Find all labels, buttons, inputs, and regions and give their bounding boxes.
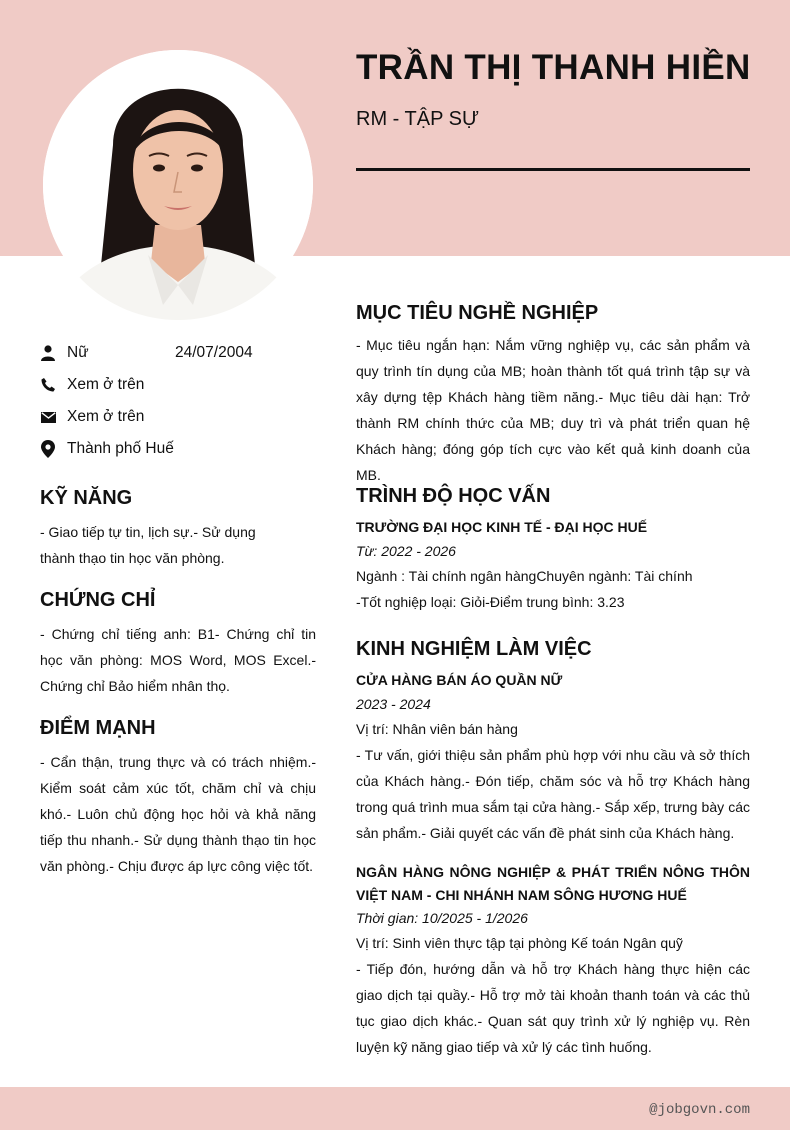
job-position: Vị trí: Nhân viên bán hàng [356, 721, 518, 737]
education-school: TRƯỜNG ĐẠI HỌC KINH TẾ - ĐẠI HỌC HUẾ [356, 519, 648, 535]
user-icon [40, 344, 56, 362]
dob-text: 24/07/2004 [175, 344, 253, 361]
profile-photo [43, 50, 313, 320]
mail-icon [40, 408, 56, 426]
skills-heading: KỸ NĂNG [40, 487, 133, 509]
skills-text: - Giao tiếp tự tin, lịch sự.- Sử dụng thành thạo tin học văn phòng. [40, 524, 256, 566]
education-result: -Tốt nghiệp loại: Giỏi-Điểm trung bình: 3.23 [356, 594, 625, 610]
portrait-illustration [43, 50, 313, 320]
address-text: Thành phố Huế [67, 440, 174, 457]
objective-text: - Mục tiêu ngắn hạn: Nắm vững nghiệp vụ, các sản phẩm và quy trình tín dụng của MB; hoàn thành tốt quá trình tập sự và xây dựng tệp Khách hàng tiềm năng.- Mục tiêu dài hạn: Trở thành RM chính thức của MB; duy trì và phát triển quan hệ Khách hàng; đóng góp tích cực vào kết quả kinh doanh của MB. [356, 337, 750, 483]
job-period: 2023 - 2024 [356, 696, 431, 712]
contact-address-row [40, 437, 320, 461]
education-period: Từ: 2022 - 2026 [356, 543, 456, 559]
location-pin-icon [40, 440, 56, 458]
job-company: CỬA HÀNG BÁN ÁO QUẦN NỮ [356, 672, 563, 688]
job-period: Thời gian: 10/2025 - 1/2026 [356, 910, 528, 926]
strengths-heading: ĐIỂM MẠNH [40, 717, 156, 739]
job-position: Vị trí: Sinh viên thực tập tại phòng Kế toán Ngân quỹ [356, 935, 683, 951]
job-description: - Tư vấn, giới thiệu sản phẩm phù hợp với nhu cầu và sở thích của Khách hàng.- Đón tiếp, chăm sóc và hỗ trợ Khách hàng trong quá trình mua sắm tại cửa hàng.- Sắp xếp, trưng bày các sản phẩm.- Giải quyết các vấn đề phát sinh của Khách hàng. [356, 747, 750, 841]
job-description: - Tiếp đón, hướng dẫn và hỗ trợ Khách hàng thực hiện các giao dịch tại quầy.- Hỗ trợ mở tài khoản thanh toán và các thủ tục giao dịch khác.- Quan sát quy trình xử lý nghiệp vụ. Rèn luyện kỹ năng giao tiếp và xử lý các tình huống. [356, 961, 750, 1055]
candidate-name: TRẦN THỊ THANH HIỀN [356, 48, 751, 87]
phone-text: Xem ở trên [67, 376, 145, 393]
contact-gender-row [40, 341, 320, 365]
certificates-heading: CHỨNG CHỈ [40, 589, 156, 611]
certificates-text: - Chứng chỉ tiếng anh: B1- Chứng chỉ tin học văn phòng: MOS Word, MOS Excel.- Chứng chỉ Bảo hiểm nhân thọ. [40, 626, 316, 694]
phone-icon [40, 376, 56, 394]
experience-heading: KINH NGHIỆM LÀM VIỆC [356, 638, 592, 660]
footer-watermark: @jobgovn.com [649, 1102, 750, 1118]
contact-email-row [40, 405, 320, 429]
education-major: Ngành : Tài chính ngân hàngChuyên ngành: Tài chính [356, 568, 693, 584]
candidate-role: RM - TẬP SỰ [356, 108, 480, 130]
contact-phone-row [40, 373, 320, 397]
gender-text: Nữ [67, 344, 89, 361]
job-company: NGÂN HÀNG NÔNG NGHIỆP & PHÁT TRIỂN NÔNG THÔN VIỆT NAM - CHI NHÁNH NAM SÔNG HƯƠNG HUẾ [356, 864, 750, 903]
education-heading: TRÌNH ĐỘ HỌC VẤN [356, 485, 551, 507]
header-divider [356, 168, 750, 171]
email-text: Xem ở trên [67, 408, 145, 425]
objective-heading: MỤC TIÊU NGHỀ NGHIỆP [356, 302, 599, 324]
strengths-text: - Cẩn thận, trung thực và có trách nhiệm.- Kiểm soát cảm xúc tốt, chăm chỉ và chịu khó.- Luôn chủ động học hỏi và khả năng tiếp thu nhanh.- Sử dụng thành thạo tin học văn phòng.- Chịu được áp lực công việc tốt. [40, 754, 316, 874]
